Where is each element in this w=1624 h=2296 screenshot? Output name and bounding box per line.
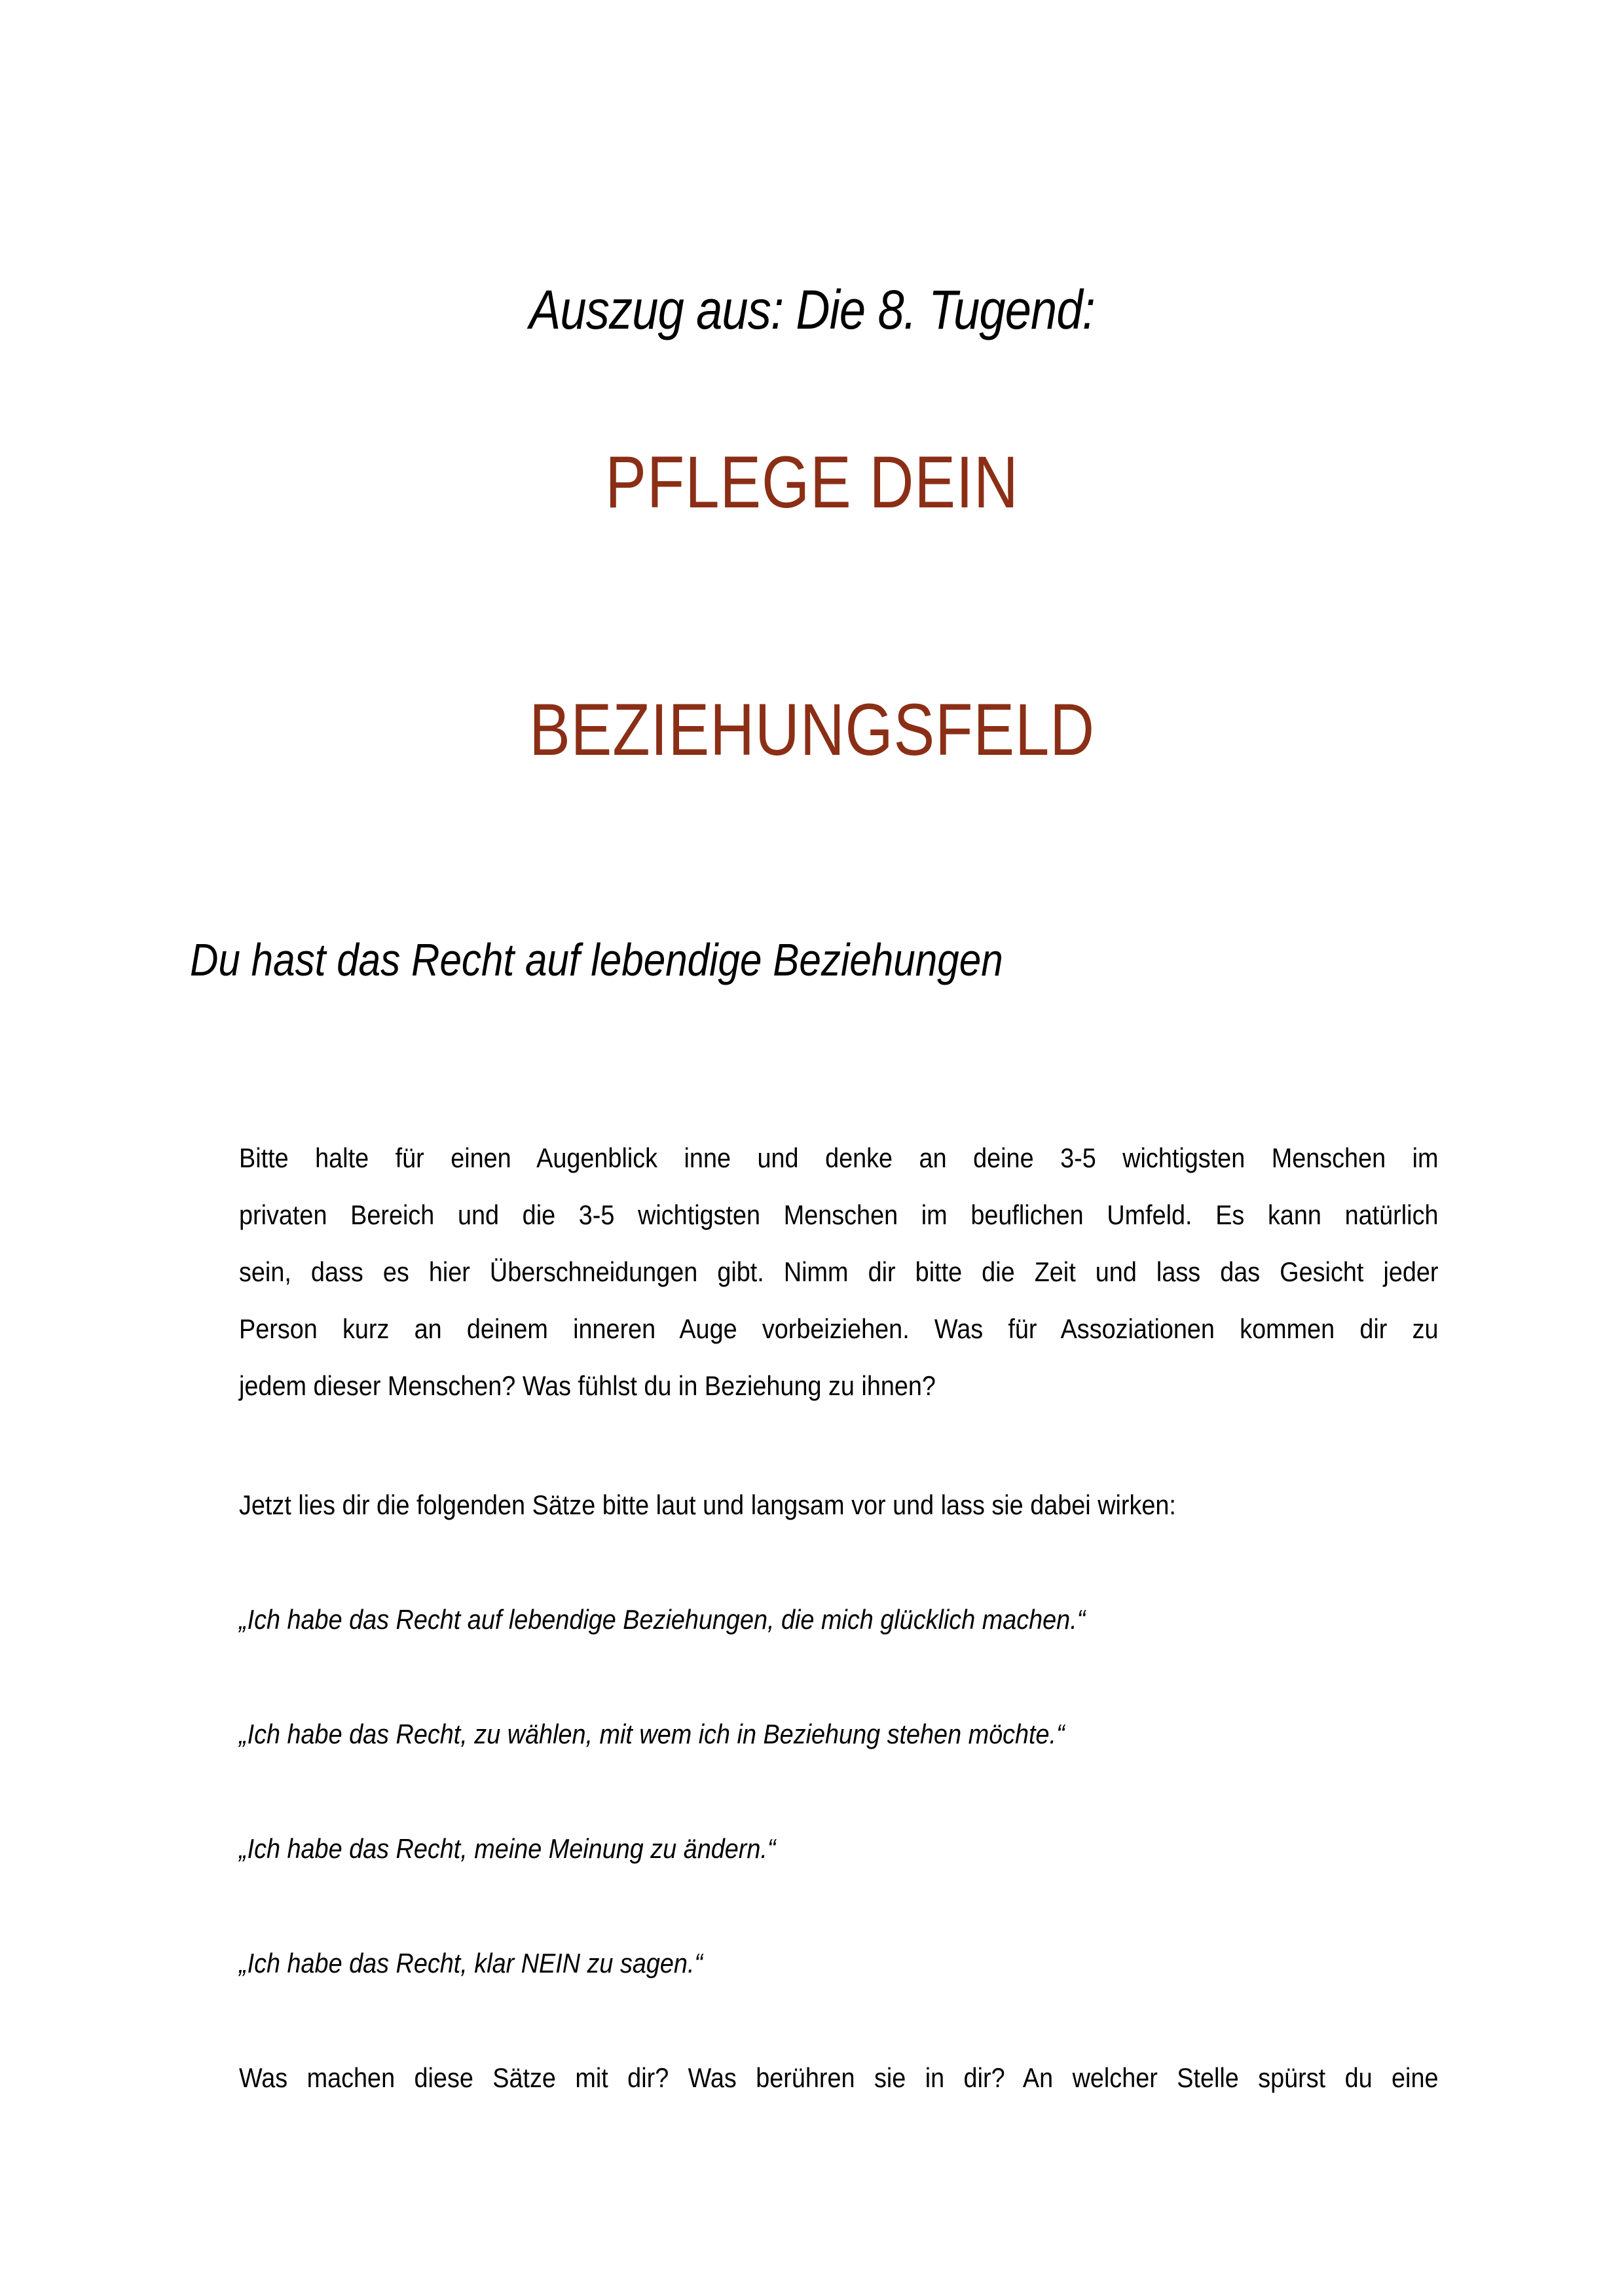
paragraph-line: sein, dass es hier Überschneidungen gibt. Nimm dir bitte die Zeit und lass das Gesicht jeder <box>239 1256 1439 1287</box>
affirmation-quote-3: „Ich habe das Recht, meine Meinung zu ändern.“ <box>239 1833 776 1864</box>
paragraph-line: Person kurz an deinem inneren Auge vorbeiziehen. Was für Assoziationen kommen dir zu <box>239 1313 1439 1344</box>
paragraph-line: Bitte halte für einen Augenblick inne und denke an deine 3-5 wichtigsten Menschen im <box>239 1142 1439 1173</box>
title-line-1: PFLEGE DEIN <box>605 441 1019 523</box>
reflection-question: Was machen diese Sätze mit dir? Was berühren sie in dir? An welcher Stelle spürst du eine <box>239 2062 1439 2093</box>
paragraph-line: privaten Bereich und die 3-5 wichtigsten Menschen im beuflichen Umfeld. Es kann natürlich <box>239 1199 1439 1230</box>
section-subtitle: Du hast das Recht auf lebendige Beziehungen <box>190 934 1003 985</box>
intro-paragraph <box>239 1129 1439 1414</box>
affirmation-quote-1: „Ich habe das Recht auf lebendige Beziehungen, die mich glücklich machen.“ <box>239 1604 1086 1635</box>
title-line-2: BEZIEHUNGSFELD <box>529 689 1095 771</box>
affirmation-quote-4: „Ich habe das Recht, klar NEIN zu sagen.“ <box>239 1948 703 1978</box>
instruction-text: Jetzt lies dir die folgenden Sätze bitte laut und langsam vor und lass sie dabei wirken: <box>239 1489 1176 1520</box>
affirmation-quote-2: „Ich habe das Recht, zu wählen, mit wem ich in Beziehung stehen möchte.“ <box>239 1719 1065 1749</box>
paragraph-line: jedem dieser Menschen? Was fühlst du in Beziehung zu ihnen? <box>239 1370 936 1401</box>
excerpt-kicker: Auszug aus: Die 8. Tugend: <box>529 279 1095 340</box>
